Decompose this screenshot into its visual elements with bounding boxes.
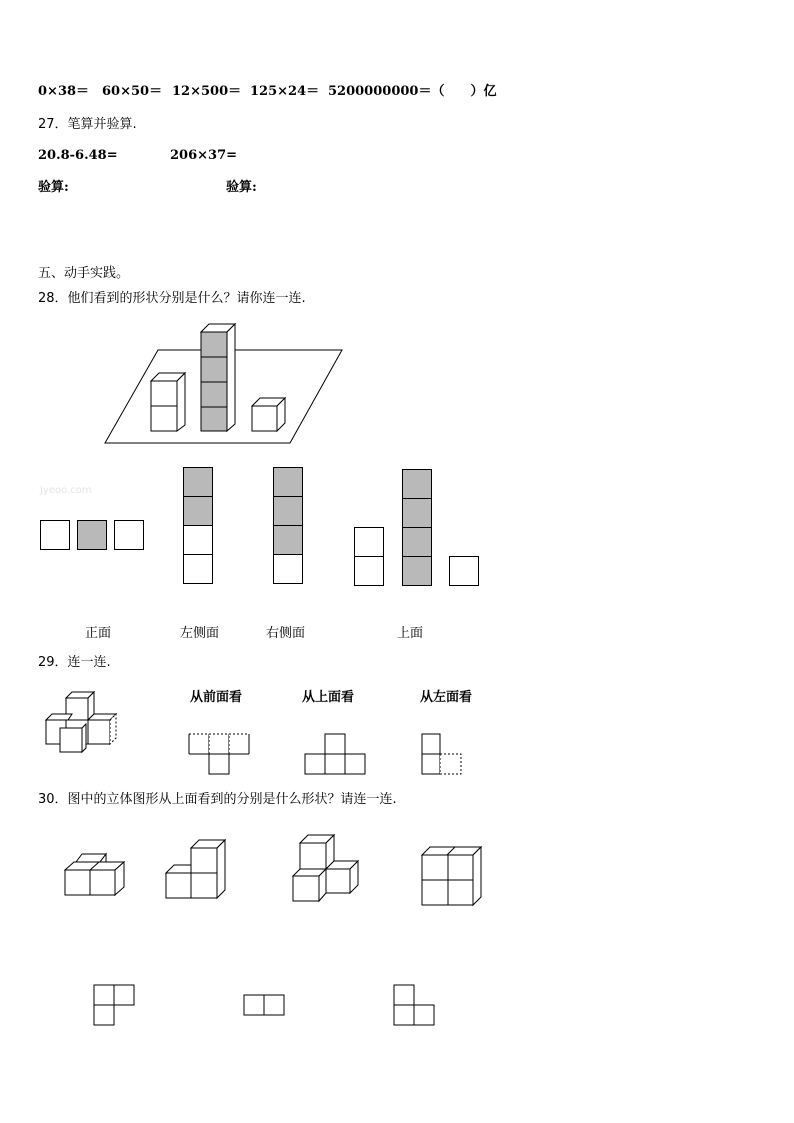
q30-solid-1 — [64, 852, 126, 898]
q30-solid-3 — [292, 833, 360, 903]
q29-view-label-left: 从左面看 — [420, 690, 473, 705]
calc-item-3: 12×500＝ — [172, 84, 242, 99]
q27-expression-2: 206×37= — [170, 148, 238, 163]
q30-top-view-2[interactable] — [243, 994, 287, 1018]
q28-cube-platform-figure — [100, 320, 350, 450]
q29-shape-left[interactable] — [421, 733, 463, 775]
q29-view-label-top: 从上面看 — [302, 690, 355, 705]
q27-check-label-2: 验算: — [226, 180, 257, 195]
calc-item-2: 60×50＝ — [102, 84, 163, 99]
q30-solid-2 — [165, 838, 227, 900]
q29-view-label-front: 从前面看 — [190, 690, 243, 705]
q28-label-top: 上面 — [397, 626, 424, 641]
question-28-title: 28．他们看到的形状分别是什么？请你连一连. — [38, 291, 306, 306]
question-30-title: 30．图中的立体图形从上面看到的分别是什么形状？请连一连. — [38, 792, 397, 807]
question-27-title: 27．笔算并验算. — [38, 117, 137, 132]
q30-top-view-3[interactable] — [393, 984, 437, 1028]
section-5-title: 五、动手实践。 — [38, 266, 130, 281]
q27-expression-1: 20.8-6.48= — [38, 148, 118, 163]
q28-label-front: 正面 — [85, 626, 112, 641]
calc-item-1: 0×38＝ — [38, 84, 90, 99]
q28-label-left-side: 左侧面 — [180, 626, 220, 641]
q30-solid-4 — [421, 845, 483, 907]
calc-item-5: 5200000000＝（ ）亿 — [328, 84, 497, 99]
question-29-title: 29．连一连. — [38, 655, 111, 670]
q30-top-view-1[interactable] — [93, 984, 137, 1028]
q29-shape-top[interactable] — [304, 733, 366, 775]
q29-cube-figure — [42, 690, 127, 755]
watermark: Jyeoo.com — [40, 485, 92, 496]
q29-shape-front[interactable] — [188, 733, 250, 775]
calc-item-4: 125×24＝ — [250, 84, 320, 99]
q28-label-right-side: 右侧面 — [266, 626, 306, 641]
q27-check-label-1: 验算: — [38, 180, 69, 195]
